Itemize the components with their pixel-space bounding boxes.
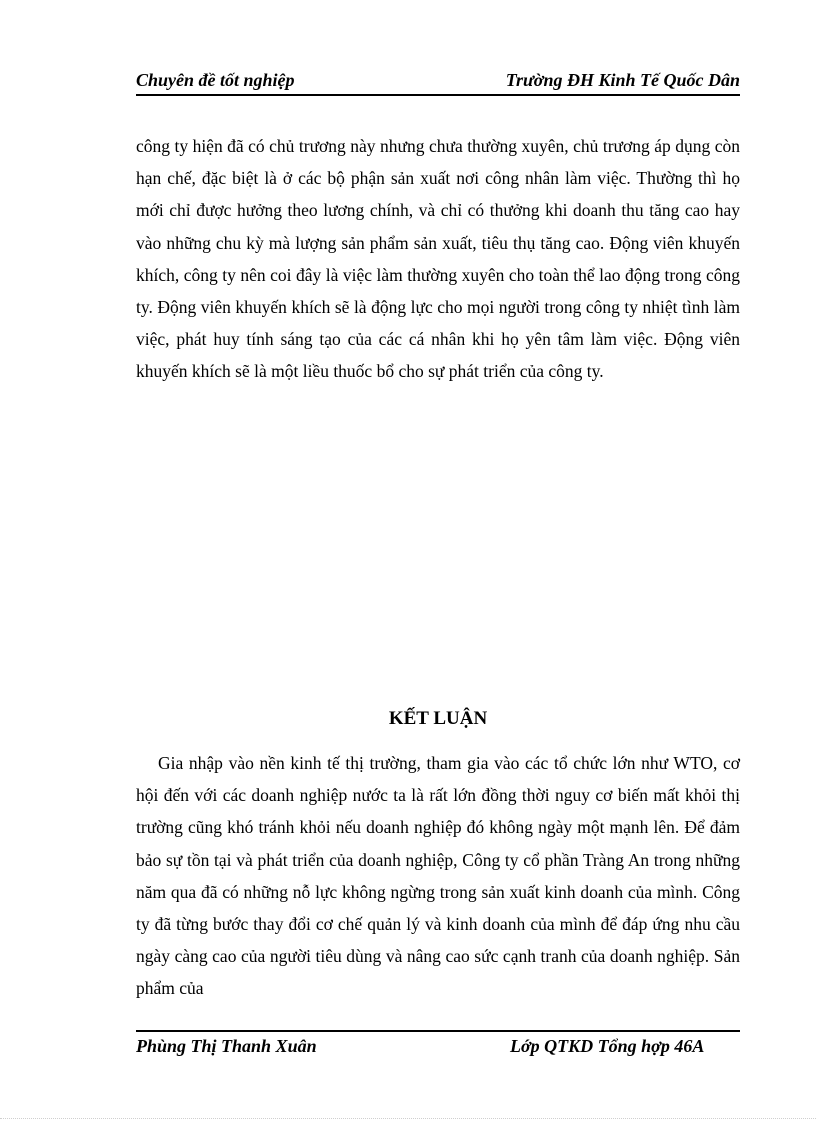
footer-divider [136, 1030, 740, 1032]
body-paragraph-2: Gia nhập vào nền kinh tế thị trường, tham gia vào các tổ chức lớn như WTO, cơ hội đến với các doanh nghiệp nước ta là rất lớn đồng thời nguy cơ biến mất khỏi thị trường cũng khó tránh khỏi nếu doanh nghiệp đó không ngày một mạnh lên. Để đảm bảo sự tồn tại và phát triển của doanh nghiệp, Công ty cổ phần Tràng An trong những năm qua đã có những nỗ lực không ngừng trong sản xuất kinh doanh của mình. Công ty đã từng bước thay đổi cơ chế quản lý và kinh doanh của mình để đáp ứng nhu cầu ngày càng cao của người tiêu dùng và nâng cao sức cạnh tranh của doanh nghiệp. Sản phẩm của [136, 753, 740, 999]
header-university: Trường ĐH Kinh Tế Quốc Dân [505, 70, 740, 90]
body-paragraph-1: công ty hiện đã có chủ trương này nhưng chưa thường xuyên, chủ trương áp dụng còn hạn chế, đặc biệt là ở các bộ phận sản xuất nơi công nhân làm việc. Thường thì họ mới chỉ được hưởng theo lương chính, và chỉ có thưởng khi doanh thu tăng cao hay vào những chu kỳ mà lượng sản phẩm sản xuất, tiêu thụ tăng cao. Động viên khuyến khích, công ty nên coi đây là việc làm thường xuyên cho toàn thể lao động trong công ty. Động viên khuyến khích sẽ là động lực cho mọi người trong công ty nhiệt tình làm việc, phát huy tính sáng tạo của các cá nhân khi họ yên tâm làm việc. Động viên khuyến khích sẽ là một liều thuốc bổ cho sự phát triển của công ty. [136, 136, 740, 382]
header-document-type: Chuyên đề tốt nghiệp [136, 70, 295, 90]
page-edge [0, 1118, 816, 1119]
section-title: KẾT LUẬN [388, 708, 488, 729]
page-header [136, 68, 740, 96]
footer-class: Lớp QTKD Tổng hợp 46A [510, 1036, 705, 1056]
footer-author: Phùng Thị Thanh Xuân [136, 1036, 317, 1056]
